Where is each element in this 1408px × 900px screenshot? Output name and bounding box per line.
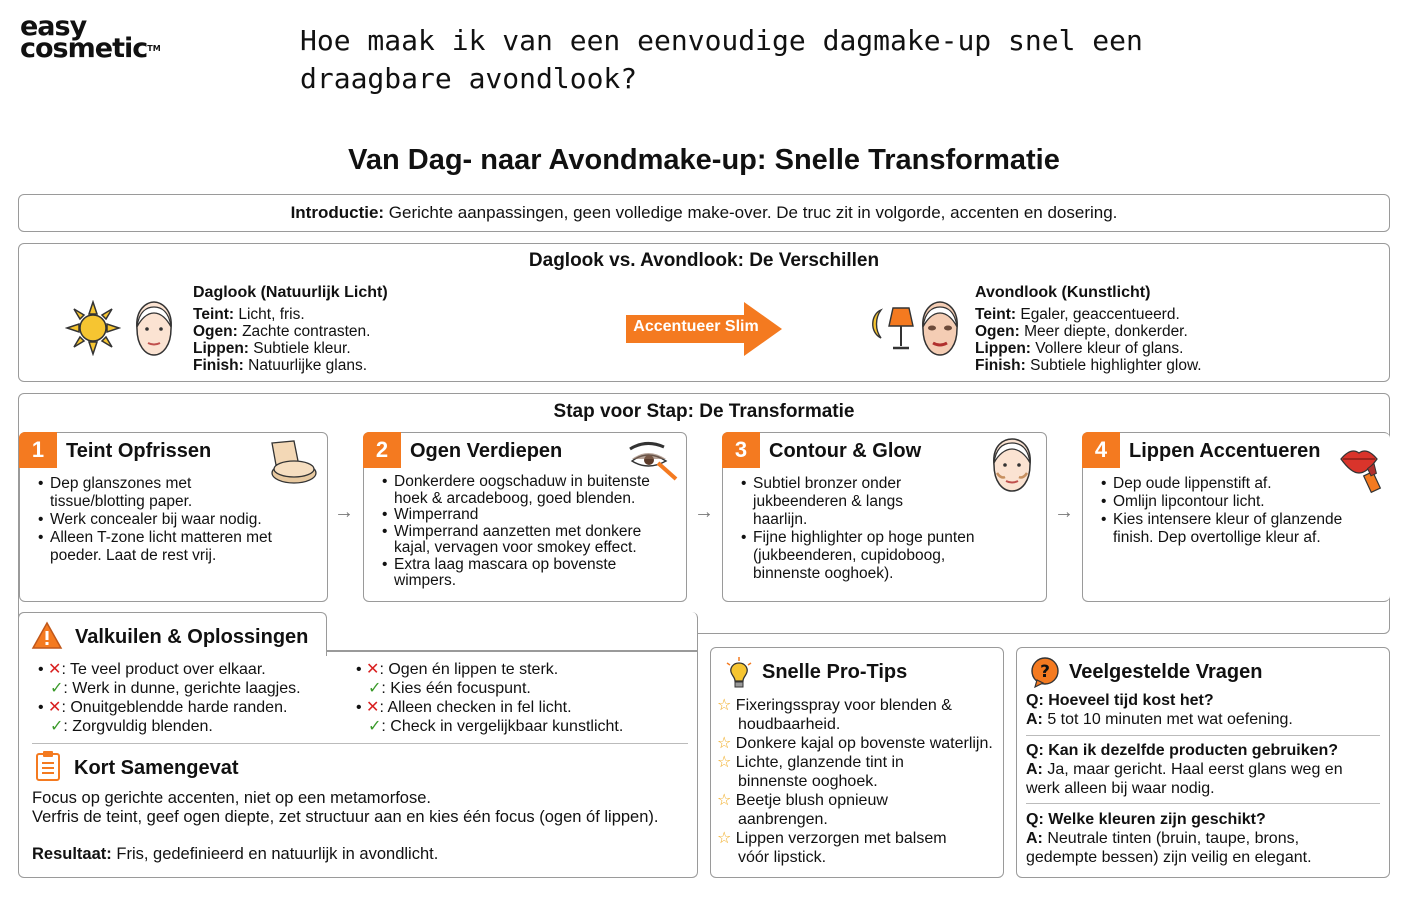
tips-title: Snelle Pro-Tips — [762, 661, 908, 683]
step-line: • Wimperrand — [382, 507, 672, 524]
day-val-finish: Natuurlijke glans. — [243, 357, 368, 374]
flow-arrow-icon: → — [1054, 501, 1074, 523]
step-number: 4 — [1082, 432, 1120, 468]
night-val-teint: Egaler, geaccentueerd. — [1016, 306, 1180, 323]
tip-line: vóór lipstick. — [738, 849, 827, 866]
night-key-finish: Finish: — [975, 357, 1026, 374]
step-title: Ogen Verdiepen — [410, 440, 563, 462]
faq-item — [1026, 692, 1380, 729]
check-icon: ✓ — [50, 718, 64, 735]
flow-arrow-icon: → — [694, 501, 714, 523]
step-line: • Omlijn lipcontour licht. — [1101, 493, 1371, 511]
summary-text — [32, 789, 658, 827]
pitfall-bad: : Te veel product over elkaar. — [61, 661, 266, 678]
step-line: • Subtiel bronzer onder jukbeenderen & langs haarlijn. — [741, 475, 931, 529]
faq-item — [1026, 742, 1380, 798]
star-icon: ☆ — [717, 735, 732, 752]
arrow-label: Accentueer Slim — [633, 318, 759, 335]
pitfalls-title: Valkuilen & Oplossingen — [75, 626, 309, 648]
section-divider — [32, 743, 688, 744]
intro-box — [18, 194, 1390, 232]
night-key-ogen: Ogen: — [975, 323, 1020, 340]
night-list — [975, 306, 1202, 374]
step-line: • Kies intensere kleur of glanzende finish. Dep overtollige kleur af. — [1101, 511, 1371, 547]
faq-divider — [1026, 803, 1380, 804]
check-icon: ✓ — [368, 680, 382, 697]
faq-answer-label: A: — [1026, 761, 1043, 778]
night-key-lippen: Lippen: — [975, 340, 1031, 357]
summary-line: Verfris de teint, geef ogen diepte, zet structuur aan en kies één focus (ogen óf lippen). — [32, 808, 659, 826]
step-line: • Fijne highlighter op hoge punten (jukbeenderen, cupidoboog, binnenste ooghoek). — [741, 529, 1001, 583]
pitfalls-tab — [18, 612, 327, 656]
step-number: 1 — [19, 432, 57, 468]
step-line: • Wimperrand aanzetten met donkere kajal, vervagen voor smokey effect. — [382, 524, 672, 557]
step-title: Contour & Glow — [769, 440, 922, 462]
cross-icon: ✕ — [366, 661, 380, 678]
tip-line: Donkere kajal op bovenste waterlijn. — [735, 735, 993, 752]
day-key-teint: Teint: — [193, 306, 235, 323]
faq-item — [1026, 811, 1380, 867]
faq-card — [1016, 647, 1390, 878]
tip-item — [717, 734, 993, 753]
tip-line: houdbaarheid. — [738, 716, 841, 733]
day-key-lippen: Lippen: — [193, 340, 249, 357]
star-icon: ☆ — [717, 830, 732, 847]
faq-title: Veelgestelde Vragen — [1069, 661, 1263, 683]
night-val-finish: Subtiele highlighter glow. — [1025, 357, 1202, 374]
step-line: • Dep glanszones met tissue/blotting paper. — [38, 475, 198, 511]
result-text: Fris, gedefinieerd en natuurlijk in avondlicht. — [111, 845, 439, 863]
page-title: Van Dag- naar Avondmake-up: Snelle Transformatie — [348, 144, 1060, 176]
step-card-2 — [363, 432, 687, 602]
face-day-icon — [131, 299, 177, 359]
pitfall-good: : Zorgvuldig blenden. — [63, 718, 213, 735]
check-icon: ✓ — [50, 680, 64, 697]
tip-line: Beetje blush opnieuw — [735, 792, 888, 809]
pitfall-good: : Check in vergelijkbaar kunstlicht. — [381, 718, 624, 735]
brand-line1: easy — [20, 11, 87, 42]
faq-question: Q: Welke kleuren zijn geschikt? — [1026, 811, 1266, 828]
tip-line: Lippen verzorgen met balsem — [735, 830, 947, 847]
faq-answer: werk alleen bij waar nodig. — [1026, 780, 1215, 797]
night-val-ogen: Meer diepte, donkerder. — [1019, 323, 1188, 340]
tip-item — [717, 829, 993, 848]
result-label: Resultaat: — [32, 845, 112, 863]
summary-result — [32, 845, 438, 864]
step-card-3 — [722, 432, 1047, 602]
step-card-4 — [1082, 432, 1390, 602]
pitfalls-left-list: • ✕: Te veel product over elkaar. ✓: Werk in dunne, gerichte laagjes. • ✕: Onuitgeblendde harde randen. ✓: Zorgvuldig blenden. — [38, 661, 301, 735]
faq-answer: 5 tot 10 minuten met wat oefening. — [1042, 711, 1293, 728]
step-number: 3 — [722, 432, 760, 468]
day-key-finish: Finish: — [193, 357, 244, 374]
steps-title: Stap voor Stap: De Transformatie — [553, 401, 855, 422]
tip-line: Fixeringsspray voor blenden & — [735, 697, 952, 714]
cross-icon: ✕ — [366, 699, 380, 716]
cross-icon: ✕ — [48, 661, 62, 678]
step-title: Lippen Accentueren — [1129, 440, 1321, 462]
pitfall-good: : Kies één focuspunt. — [381, 680, 531, 697]
question-bubble-icon — [1029, 656, 1061, 688]
comparison-title: Daglook vs. Avondlook: De Verschillen — [528, 250, 880, 271]
tip-line: binnenste ooghoek. — [738, 773, 878, 790]
step-list — [382, 474, 672, 590]
intro-label: Introductie: — [290, 203, 385, 222]
night-heading: Avondlook (Kunstlicht) — [975, 284, 1151, 301]
day-val-ogen: Zachte contrasten. — [237, 323, 371, 340]
step-line: • Extra laag mascara op bovenste wimpers. — [382, 557, 642, 590]
faq-answer: Neutrale tinten (bruin, taupe, brons, — [1042, 830, 1300, 847]
step-line: • Dep oude lippenstift af. — [1101, 475, 1371, 493]
step-number: 2 — [363, 432, 401, 468]
tip-item — [717, 791, 993, 810]
step-list — [741, 475, 1001, 583]
intro-text: Gerichte aanpassingen, geen volledige make-over. De truc zit in volgorde, accenten en dosering. — [384, 203, 1118, 222]
step-title: Teint Opfrissen — [66, 440, 212, 462]
day-key-ogen: Ogen: — [193, 323, 238, 340]
tip-item — [717, 753, 993, 772]
brand-line2: cosmetic — [20, 33, 148, 64]
pitfalls-top-border — [327, 650, 698, 652]
steps-section — [18, 393, 1390, 634]
faq-question: Q: Hoeveel tijd kost het? — [1026, 692, 1214, 709]
trademark: TM — [147, 44, 161, 53]
day-val-teint: Licht, fris. — [234, 306, 305, 323]
lightbulb-icon — [725, 657, 753, 689]
step-card-1 — [19, 432, 328, 602]
step-list — [38, 475, 298, 565]
accent-arrow-banner — [626, 302, 782, 356]
day-heading: Daglook (Natuurlijk Licht) — [193, 284, 388, 301]
day-list — [193, 306, 370, 374]
sun-icon — [65, 300, 121, 356]
step-line: • Donkerdere oogschaduw in buitenste hoek & arcadeboog, goed blenden. — [382, 474, 672, 507]
clipboard-icon — [34, 750, 62, 782]
svg-text:?: ? — [1040, 662, 1050, 682]
pro-tips-card — [710, 647, 1004, 878]
tip-item — [717, 696, 993, 715]
tip-line: aanbrengen. — [738, 811, 828, 828]
faq-answer: gedempte bessen) zijn veilig en elegant. — [1026, 849, 1312, 866]
night-key-teint: Teint: — [975, 306, 1017, 323]
brand-logo — [20, 11, 161, 64]
faq-divider — [1026, 735, 1380, 736]
warning-icon — [31, 621, 63, 650]
step-line: • Werk concealer bij waar nodig. — [38, 511, 298, 529]
step-line: • Alleen T-zone licht matteren met poeder. Laat de rest vrij. — [38, 529, 298, 565]
cross-icon: ✕ — [48, 699, 62, 716]
pitfall-bad: : Onuitgeblendde harde randen. — [61, 699, 288, 716]
star-icon: ☆ — [717, 754, 732, 771]
star-icon: ☆ — [717, 792, 732, 809]
day-val-lippen: Subtiele kleur. — [248, 340, 351, 357]
faq-answer-label: A: — [1026, 711, 1043, 728]
faq-answer: Ja, maar gericht. Haal eerst glans weg en — [1042, 761, 1343, 778]
pitfall-bad: : Ogen én lippen te sterk. — [379, 661, 559, 678]
summary-title: Kort Samengevat — [74, 757, 239, 779]
face-night-icon — [917, 299, 963, 359]
tip-line: Lichte, glanzende tint in — [735, 754, 904, 771]
moon-lamp-icon — [865, 302, 915, 354]
faq-question: Q: Kan ik dezelfde producten gebruiken? — [1026, 742, 1339, 759]
tips-list — [717, 696, 993, 867]
star-icon: ☆ — [717, 697, 732, 714]
page-question: Hoe maak ik van een eenvoudige dagmake-up snel een draagbare avondlook? — [300, 24, 1143, 95]
night-val-lippen: Vollere kleur of glans. — [1030, 340, 1184, 357]
faq-answer-label: A: — [1026, 830, 1043, 847]
summary-line: Focus op gerichte accenten, niet op een metamorfose. — [32, 789, 431, 807]
pitfall-good: : Werk in dunne, gerichte laagjes. — [63, 680, 301, 697]
pitfall-bad: : Alleen checken in fel licht. — [379, 699, 572, 716]
check-icon: ✓ — [368, 718, 382, 735]
step-list — [1101, 475, 1371, 547]
pitfalls-right-list: • ✕: Ogen én lippen te sterk. ✓: Kies één focuspunt. • ✕: Alleen checken in fel licht. ✓: Check in vergelijkbaar kunstlicht. — [356, 661, 624, 735]
flow-arrow-icon: → — [334, 501, 354, 523]
